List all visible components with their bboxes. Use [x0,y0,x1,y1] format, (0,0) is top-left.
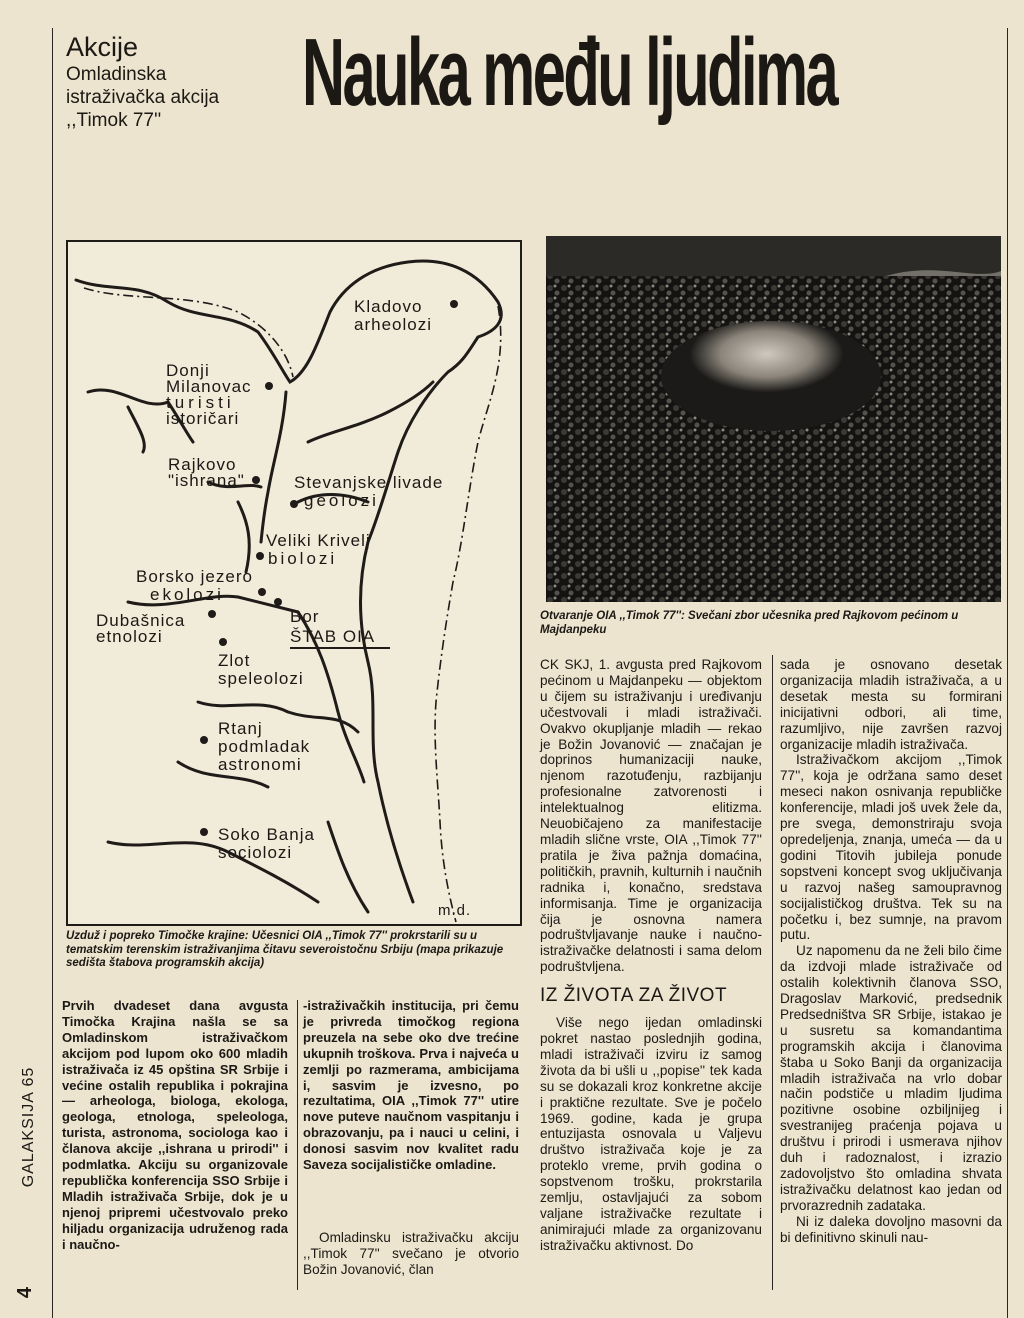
river-west-2 [128,407,144,452]
column-rule-2 [772,655,773,1290]
map-label-speleolozi: speleolozi [218,669,304,688]
map-label-ishrana: "ishrana" [168,471,245,490]
column-rule-1 [297,1000,298,1290]
magazine-name: GALAKSIJA 65 [20,1066,37,1188]
article-column-1 [62,998,288,1253]
article-column-2-body [303,1230,519,1278]
column-3-text-a: CK SKJ, 1. avgusta pred Rajkovom pećinom u Majdanpeku — objektom u čijem su istraživanju i uređivanju učestvovali i mladi istraživači. Ovakvo okupljanje mladih — rekao je Božin Jovanović — značajan je doprinos humanizaciji nauke, njenom razotuđenju, razbijanju profesionalne zatvorenosti i intelektualnog elitizma. Neuobičajeno za manifestacije mladih slične vrste, OIA ,,Timok 77'' pratila je živa pažnja domaćina, političkih, pravnih, kulturnih i naučnih radnika i, konačno, sredstava informisanja. Time je organizacija čija je osnovna namera podruštvljavanje nauke i naučno-istraživačke delatnosti i sama delom podruštvljena. [540,657,762,975]
left-column-rule [52,28,53,1318]
page-number: 4 [14,1286,37,1299]
map-label-podmladak: podmladak [218,737,311,756]
dot-stevanjske [290,500,298,508]
map-label-stevanjske: Stevanjske livade [294,473,444,492]
map-label-zlot: Zlot [218,651,251,670]
section-category: Akcije [66,32,139,62]
river-mid-1 [261,392,286,542]
map-signature: m.d. [438,902,472,919]
map-label-kladovo: Kladovo [354,297,423,316]
map-label-borsko: Borsko jezero [136,567,253,586]
column-4-text-b: Istraživačkom akcijom ,,Timok 77'', koja je održana samo deset meseci nakon osnivanja republičke konferencije, mladi još uvek žele da, pre svega, demonstriraju svoja opredeljenja, znanja, umeća — da u godini Titovih jubileja ponude sopstveni koncept svog uključivanja u razvoj našeg samoupravnog socijalističkog društva. Tek su na početku i, bez sumnje, na pravom putu. [780,752,1002,943]
timok-river [361,542,414,902]
article-column-2 [303,998,519,1173]
article-column-4 [780,657,1002,1246]
column-2-lead: -istraživačkih institucija, pri čemu je privreda timočkog regiona preuzela na sebe oko dve trećine ukupnih troškova. Prva i najveća u zemlji po razmerama, ambicijama i, sasvim je izvesno, po rezultatima, OIA ,,Timok 77'' utire nove puteve naučnom vaspitanju i obrazovanju, pa i nauci u celini, i donosi sasvim nov kvalitet radu Saveza socijalističke omladine. [303,998,519,1173]
section-subtitle-line1: Omladinska [66,64,167,85]
map-label-geolozi: geolozi [304,491,379,510]
dot-rajkovo [252,476,260,484]
column-3-text-b: Više nego ijedan omladinski pokret nastao poslednjih godina, mladi istraživači izviru iz samog života da bi ušli u ,,popise'' tek kada su se dokazali kroz konkretne akcije i praktične rezultate. Sve je počelo 1969. godine, kada je grupa entuzijasta osnovala u Valjevu društvo istraživača koje je za proteklo vreme, prvih godina o sopstvenom trošku, prokrstarila zemlju, ostavljajući za sobom valjane istraživačke rezultate i animirajući mlade za organizovanu istraživačku aktivnost. Do [540,1015,762,1253]
map-label-dubasnica: Dubašnica [96,611,186,630]
dot-kladovo [450,300,458,308]
map-label-rtanj: Rtanj [218,719,263,738]
map-label-ekolozi: ekolozi [150,585,224,604]
map-label-turisti: turisti [166,393,235,412]
column-3-subhead: IZ ŽIVOTA ZA ŽIVOT [540,985,728,1007]
map-label-donji: Donji [166,361,210,380]
river-mid-3 [238,502,249,572]
photo-caption: Otvaranje OIA ,,Timok 77'': Svečani zbor učesnika pred Rajkovom pećinom u Majdanpeku [540,610,959,636]
column-2-text: Omladinsku istraživačku akciju ,,Timok 77'' svečano je otvorio Božin Jovanović, član [303,1230,519,1277]
map-caption: Uzduž i popreko Timočke krajine: Učesnici OIA ,,Timok 77'' prokrstarili su u tematskim terenskim istraživanjima čitavu severoistočnu Srbiju (mapa prikazuje sedišta štabova programskih akcija) [66,930,504,969]
map-label-biolozi: biolozi [268,549,338,568]
dot-zlot [219,638,227,646]
map-label-soko: Soko Banja [218,825,315,844]
region-map [66,240,522,926]
river-east-1 [308,382,433,442]
column-4-text-d: Ni iz daleka dovoljno masovni da bi definitivno skinuli nau- [780,1213,1002,1245]
section-rubric [66,32,286,131]
column-4-text-c: Uz napomenu da ne želi bilo čime da izdvoji mlade istraživače od ostalih kolektivnih članova SSO, Dragoslav Marković, predsednik Predsedništva SR Srbije, istakao je u susretu sa komandantima programskih akcija i članovima štaba u Soko Banji da organizacija mladih istraživača na vrlo dobar način podstiče u mladim ljudima pozitivne osobine ozbiljnijeg i svestranijeg praćenja pojava u društvu i prirodi i usmerava njihov duh i radoznalost, i izrazio zadovoljstvo što omladina shvata istraživačku delatnost kao jedan od prvorazrednih zadataka. [780,943,1002,1213]
map-label-sociolozi: sociolozi [218,843,293,862]
dot-borsko-jezero [258,588,266,596]
dot-rtanj [200,736,208,744]
right-edge-rule [1007,28,1008,1318]
article-column-3 [540,657,762,1254]
page-sidebar [14,998,44,1299]
dot-soko-banja [200,828,208,836]
map-label-astronomi: astronomi [218,755,302,774]
dot-veliki-krivelj [256,552,264,560]
dot-donji-milanovac [265,382,273,390]
section-subtitle-line3: ,,Timok 77'' [66,110,162,131]
dot-bor [274,598,282,606]
article-headline: Nauka među ljudima [302,19,837,126]
map-label-stab: ŠTAB OIA [290,627,376,646]
map-label-bor: Bor [290,607,320,626]
dot-dubasnica [208,610,216,618]
map-label-milanovac: Milanovac [166,377,252,396]
map-label-rajkovo: Rajkovo [168,455,237,474]
map-label-veliki: Veliki Krivelj [266,531,371,550]
column-1-text: Prvih dvadeset dana avgusta Timočka Krajina našla se sa Omladinskom istraživačkom akcijom pod lupom oko 600 mladih istraživača iz 45 opština SR Srbije i većine ostalih republika i pokrajina — arheologa, biologa, ekologa, geologa, etnologa, speleologa, turista, astronoma, sociologa kao i članova akcije ,,ishrana u prirodi'' i podmlatka. Akciju su organizovale republička konferencija SSO Srbije i Mladih istraživača Srbije, dok je u njenoj pripremi učestvovalo preko hiljadu organizacija udruženog rada i naučno- [62,998,288,1252]
map-label-istoricari: istoričari [166,409,240,428]
crowd-image [546,236,1001,602]
river-south-5 [328,822,368,912]
section-subtitle-line2: istraživačka akcija [66,87,220,108]
map-label-etnolozi: etnolozi [96,627,163,646]
column-4-text-a: sada je osnovano desetak organizacija mladih istraživača, a u desetak mesta su formirani inicijativni odbori, ali time, razumljivo, nije završen razvoj organizacije mladih istraživača. [780,657,1002,752]
map-label-kladovo-group: arheolozi [354,315,432,334]
opening-ceremony-photo [546,236,1001,602]
